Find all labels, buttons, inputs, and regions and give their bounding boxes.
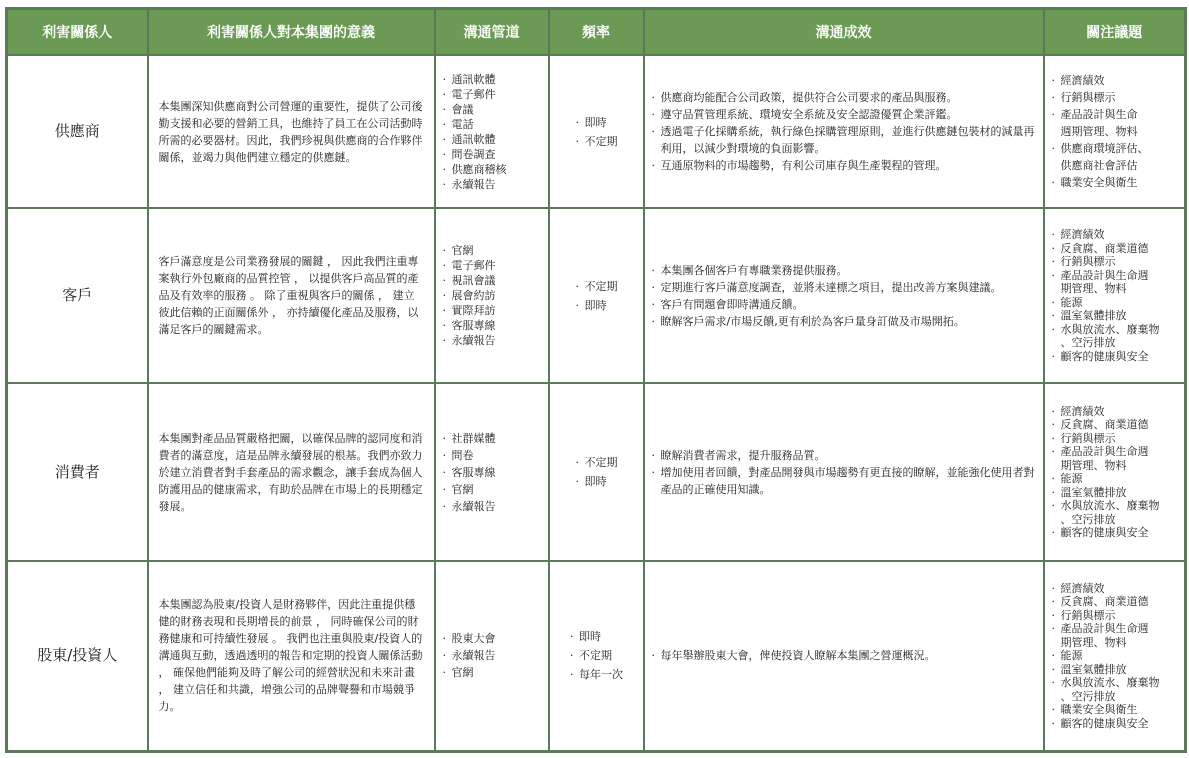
list-item: · 問卷 xyxy=(442,447,542,464)
issues-list xyxy=(1045,228,1185,363)
list-item: · 增加使用者回饋，對產品開發與市場趨勢有更直接的瞭解，並能強化使用者對產品的正確使用知識。 xyxy=(651,464,1037,498)
list-item: · 不定期 xyxy=(575,277,618,296)
list-item: · 永續報告 xyxy=(442,177,542,192)
list-item: · 透過電子化採購系統，執行綠色採購管理原則，並進行供應鏈包裝材的減量再利用，以減少對環境的負面影響。 xyxy=(651,123,1037,157)
list-item: · 顧客的健康與安全 xyxy=(1051,350,1179,364)
effects-cell xyxy=(644,561,1044,751)
list-item: · 顧客的健康與安全 xyxy=(1051,526,1179,540)
channels-list xyxy=(436,430,548,515)
effects-list xyxy=(645,447,1043,498)
list-item: · 反貪腐、商業道德 xyxy=(1051,242,1179,256)
frequency-cell xyxy=(549,383,644,561)
channels-cell xyxy=(435,561,549,751)
list-item: · 通訊軟體 xyxy=(442,72,542,87)
meaning-text: 本集團認為股東/投資人是財務夥伴，因此注重提供穩健的財務表現和長期增長的前景 ， 同時確保公司的財務健康和可持續性發展 。 我們也注重與股東/投資人的溝通與互動，透過透明的報告和定期的投資人關係活動 ， 確保他們能夠及時了解公司的經營狀況和未來計畫 ， 建立信任和共識，增強公司的品牌聲譽和市場競爭力。 xyxy=(158,598,423,714)
list-item: · 產品設計與生命 週期管理、物料 xyxy=(1051,106,1179,140)
list-item: · 顧客的健康與安全 xyxy=(1051,717,1179,731)
list-item: · 產品設計與生命週 期管理、物料 xyxy=(1051,622,1179,649)
channels-list xyxy=(436,243,548,348)
list-item: · 能源 xyxy=(1051,472,1179,486)
header-effects: 溝通成效 xyxy=(644,9,1044,56)
frequency-list xyxy=(569,453,624,491)
channels-cell xyxy=(435,383,549,561)
list-item: · 不定期 xyxy=(575,132,618,151)
list-item: · 客服專線 xyxy=(442,464,542,481)
list-item: · 反貪腐、商業道德 xyxy=(1051,595,1179,609)
issues-cell xyxy=(1044,561,1186,751)
list-item: · 瞭解消費者需求，提升服務品質。 xyxy=(651,447,1037,464)
list-item: · 產品設計與生命週 期管理、物料 xyxy=(1051,269,1179,296)
issues-cell xyxy=(1044,383,1186,561)
list-item: · 經濟績效 xyxy=(1051,405,1179,419)
issues-cell xyxy=(1044,208,1186,383)
frequency-cell xyxy=(549,208,644,383)
list-item: · 溫室氣體排放 xyxy=(1051,663,1179,677)
list-item: · 即時 xyxy=(575,296,618,315)
list-item: · 電子郵件 xyxy=(442,258,542,273)
list-item: · 職業安全與衛生 xyxy=(1051,703,1179,717)
list-item: · 視訊會議 xyxy=(442,273,542,288)
list-item: · 行銷與標示 xyxy=(1051,432,1179,446)
header-issues: 關注議題 xyxy=(1044,9,1186,56)
list-item: · 本集團各個客戶有專職業務提供服務。 xyxy=(651,262,1037,279)
list-item: · 經濟績效 xyxy=(1051,228,1179,242)
list-item: · 官網 xyxy=(442,481,542,498)
list-item: · 供應商環境評估、 供應商社會評估 xyxy=(1051,140,1179,174)
list-item: · 溫室氣體排放 xyxy=(1051,309,1179,323)
list-item: · 股東大會 xyxy=(442,630,542,647)
stakeholder-name: 消費者 xyxy=(7,383,148,561)
list-item: · 反貪腐、商業道德 xyxy=(1051,418,1179,432)
effects-cell xyxy=(644,383,1044,561)
table-row xyxy=(7,383,1186,561)
meaning-cell xyxy=(148,561,435,751)
list-item: · 能源 xyxy=(1051,649,1179,663)
channels-cell xyxy=(435,208,549,383)
list-item: · 官網 xyxy=(442,243,542,258)
channels-list xyxy=(436,72,548,192)
list-item: · 社群媒體 xyxy=(442,430,542,447)
issues-list xyxy=(1045,405,1185,540)
meaning-text: 本集團深知供應商對公司營運的重要性，提供了公司後勤支援和必要的營銷工具，也維持了員工在公司活動時所需的必要器材。因此，我們珍視與供應商的合作夥伴關係，並竭力與他們建立穩定的供應鏈。 xyxy=(158,99,423,164)
list-item: · 水與放流水、廢棄物 、空污排放 xyxy=(1051,676,1179,703)
channels-list xyxy=(436,630,548,681)
stakeholder-name: 供應商 xyxy=(7,55,148,208)
list-item: · 互通原物料的市場趨勢，有利公司庫存與生產製程的管理。 xyxy=(651,157,1037,174)
list-item: · 職業安全與衛生 xyxy=(1051,174,1179,191)
effects-list xyxy=(645,262,1043,330)
header-stakeholder: 利害關係人 xyxy=(7,9,148,56)
meaning-cell xyxy=(148,208,435,383)
effects-cell xyxy=(644,208,1044,383)
stakeholder-table xyxy=(5,7,1187,753)
channels-cell xyxy=(435,55,549,208)
frequency-cell xyxy=(549,55,644,208)
issues-list xyxy=(1045,582,1185,731)
header-frequency: 頻率 xyxy=(549,9,644,56)
list-item: · 行銷與標示 xyxy=(1051,609,1179,623)
list-item: · 行銷與標示 xyxy=(1051,89,1179,106)
meaning-text: 客戶滿意度是公司業務發展的關鍵 ， 因此我們注重專案執行外包廠商的品質控管 ， 以提供客戶高品質的產品及有效率的服務 。 除了重視與客戶的關係 ， 建立彼此信賴的正面關係外 ， 亦持續優化產品及服務，以滿足客戶的關鍵需求。 xyxy=(158,255,419,336)
list-item: · 經濟績效 xyxy=(1051,582,1179,596)
header-row xyxy=(7,9,1186,56)
list-item: · 經濟績效 xyxy=(1051,72,1179,89)
meaning-cell xyxy=(148,383,435,561)
list-item: · 遵守品質管理系統、環境安全系統及安全認證優質企業評鑑。 xyxy=(651,106,1037,123)
list-item: · 永續報告 xyxy=(442,333,542,348)
list-item: · 實際拜訪 xyxy=(442,303,542,318)
list-item: · 不定期 xyxy=(569,646,623,665)
list-item: · 定期進行客戶滿意度調查，並將未達標之項目，提出改善方案與建議。 xyxy=(651,279,1037,296)
effects-list xyxy=(645,89,1043,174)
frequency-list xyxy=(563,627,629,684)
effects-list xyxy=(645,647,1043,664)
list-item: · 供應商稽核 xyxy=(442,162,542,177)
list-item: · 問卷調查 xyxy=(442,147,542,162)
frequency-list xyxy=(569,277,624,315)
table-row xyxy=(7,561,1186,751)
table-row xyxy=(7,55,1186,208)
list-item: · 電子郵件 xyxy=(442,87,542,102)
list-item: · 客戶有問題會即時溝通反饋。 xyxy=(651,296,1037,313)
issues-list xyxy=(1045,72,1185,191)
list-item: · 展會約訪 xyxy=(442,288,542,303)
frequency-cell xyxy=(549,561,644,751)
issues-cell xyxy=(1044,55,1186,208)
header-channels: 溝通管道 xyxy=(435,9,549,56)
list-item: · 即時 xyxy=(575,472,618,491)
stakeholder-name: 股東/投資人 xyxy=(7,561,148,751)
list-item: · 即時 xyxy=(575,113,618,132)
list-item: · 每年舉辦股東大會，俾使投資人瞭解本集團之營運概況。 xyxy=(651,647,1037,664)
list-item: · 每年一次 xyxy=(569,665,623,684)
list-item: · 通訊軟體 xyxy=(442,132,542,147)
list-item: · 行銷與標示 xyxy=(1051,255,1179,269)
list-item: · 官網 xyxy=(442,664,542,681)
meaning-text: 本集團對產品品質嚴格把關，以確保品牌的認同度和消費者的滿意度，這是品牌永續發展的根基。我們亦致力於建立消費者對手套產品的需求觀念，讓手套成為個人防護用品的健康需求，有助於品牌在市場上的長期穩定發展。 xyxy=(158,431,423,513)
meaning-cell xyxy=(148,55,435,208)
frequency-list xyxy=(569,113,624,151)
list-item: · 永續報告 xyxy=(442,498,542,515)
list-item: · 會議 xyxy=(442,102,542,117)
list-item: · 溫室氣體排放 xyxy=(1051,486,1179,500)
list-item: · 永續報告 xyxy=(442,647,542,664)
table-row xyxy=(7,208,1186,383)
list-item: · 電話 xyxy=(442,117,542,132)
list-item: · 水與放流水、廢棄物 、空污排放 xyxy=(1051,499,1179,526)
list-item: · 客服專線 xyxy=(442,318,542,333)
effects-cell xyxy=(644,55,1044,208)
header-meaning: 利害關係人對本集團的意義 xyxy=(148,9,435,56)
list-item: · 產品設計與生命週 期管理、物料 xyxy=(1051,445,1179,472)
list-item: · 即時 xyxy=(569,627,623,646)
list-item: · 供應商均能配合公司政策，提供符合公司要求的產品與服務。 xyxy=(651,89,1037,106)
stakeholder-table-container xyxy=(5,7,1184,753)
stakeholder-name: 客戶 xyxy=(7,208,148,383)
list-item: · 瞭解客戶需求/市場反饋,更有利於為客戶量身訂做及市場開拓。 xyxy=(651,313,1037,330)
list-item: · 水與放流水、廢棄物 、空污排放 xyxy=(1051,323,1179,350)
list-item: · 能源 xyxy=(1051,296,1179,310)
list-item: · 不定期 xyxy=(575,453,618,472)
